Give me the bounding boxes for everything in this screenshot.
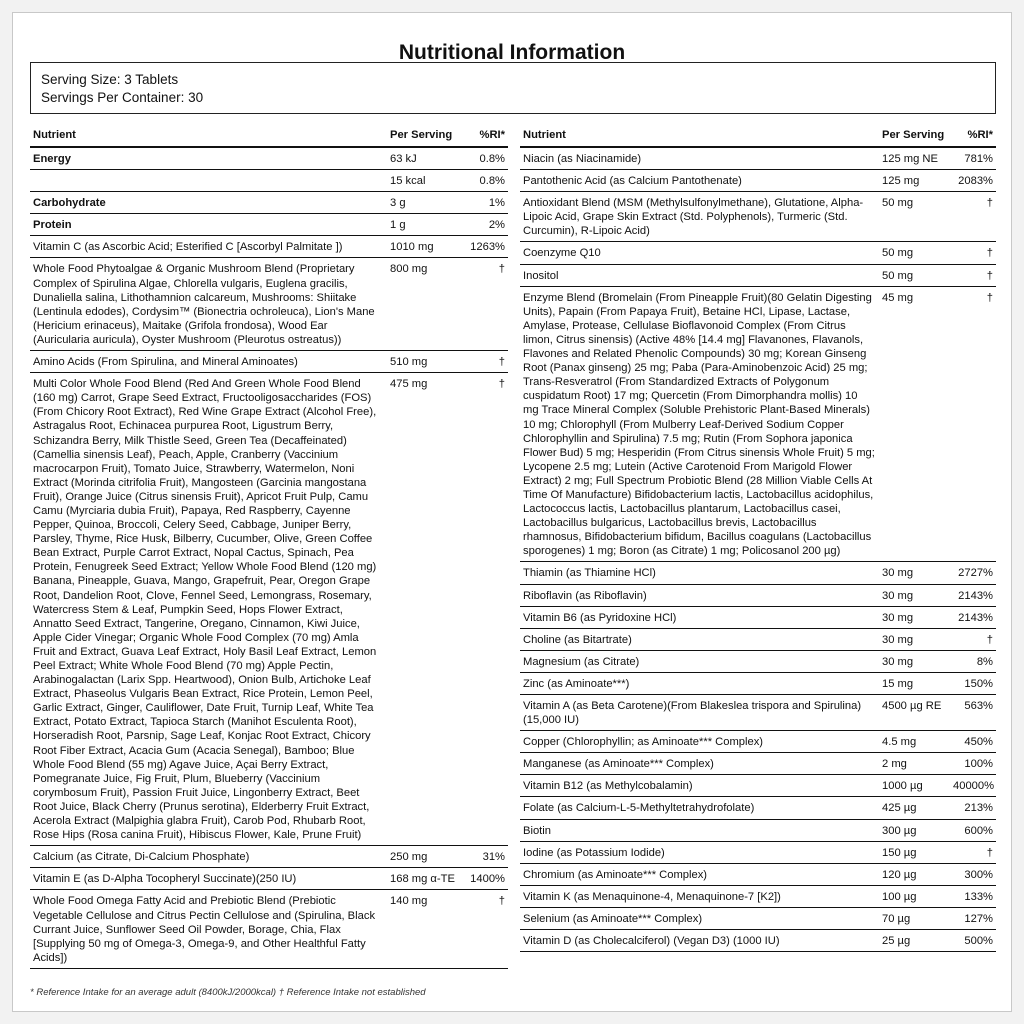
- nutrient-name: Vitamin C (as Ascorbic Acid; Esterified C [Ascorbyl Palmitate ]): [30, 236, 386, 258]
- nutrient-name: Inositol: [520, 264, 878, 286]
- ri-value: 500%: [950, 930, 996, 952]
- nutrient-name: Vitamin B12 (as Methylcobalamin): [520, 775, 878, 797]
- per-serving-value: 50 mg: [878, 264, 950, 286]
- per-serving-value: 168 mg α-TE: [386, 868, 460, 890]
- table-row: [520, 731, 996, 753]
- per-serving-value: 125 mg NE: [878, 147, 950, 170]
- ri-value: 100%: [950, 753, 996, 775]
- per-serving-value: 3 g: [386, 192, 460, 214]
- nutrient-name: [30, 170, 386, 192]
- ri-value: 1263%: [460, 236, 508, 258]
- table-row: [520, 192, 996, 242]
- nutrient-name: Protein: [30, 214, 386, 236]
- per-serving-value: 30 mg: [878, 606, 950, 628]
- table-row: [520, 606, 996, 628]
- ri-value: †: [950, 242, 996, 264]
- ri-value: 450%: [950, 731, 996, 753]
- nutrient-name: Copper (Chlorophyllin; as Aminoate*** Complex): [520, 731, 878, 753]
- ri-value: 2143%: [950, 584, 996, 606]
- table-header-row: [520, 124, 996, 147]
- serving-size: Serving Size: 3 Tablets: [41, 72, 179, 87]
- table-row: [520, 562, 996, 584]
- header-per-serving: Per Serving: [386, 124, 460, 147]
- nutrient-name: Vitamin K (as Menaquinone-4, Menaquinone-7 [K2]): [520, 885, 878, 907]
- per-serving-value: 125 mg: [878, 170, 950, 192]
- per-serving-value: 4.5 mg: [878, 731, 950, 753]
- table-row: [520, 841, 996, 863]
- ri-value: †: [950, 264, 996, 286]
- table-row: [520, 628, 996, 650]
- ri-value: 2143%: [950, 606, 996, 628]
- per-serving-value: 4500 µg RE: [878, 695, 950, 731]
- table-row: [520, 672, 996, 694]
- nutrient-name: Folate (as Calcium-L-5-Methyltetrahydrofolate): [520, 797, 878, 819]
- table-row: [30, 868, 508, 890]
- per-serving-value: 30 mg: [878, 562, 950, 584]
- table-row: [520, 819, 996, 841]
- ri-value: 300%: [950, 863, 996, 885]
- table-row: [520, 286, 996, 562]
- ri-value: 0.8%: [460, 147, 508, 170]
- table-row: [30, 258, 508, 351]
- ri-value: †: [950, 192, 996, 242]
- ri-value: 0.8%: [460, 170, 508, 192]
- ri-value: 133%: [950, 885, 996, 907]
- header-nutrient: Nutrient: [520, 124, 878, 147]
- nutrient-name: Vitamin B6 (as Pyridoxine HCl): [520, 606, 878, 628]
- ri-value: 1400%: [460, 868, 508, 890]
- table-row: [520, 863, 996, 885]
- ri-value: 40000%: [950, 775, 996, 797]
- per-serving-value: 30 mg: [878, 650, 950, 672]
- nutrient-name: Chromium (as Aminoate*** Complex): [520, 863, 878, 885]
- nutrient-name: Multi Color Whole Food Blend (Red And Green Whole Food Blend (160 mg) Carrot, Grape Seed Extract, Fructooligosaccharides (FOS) (From Chicory Root Extract), Red Wine Grape Extract (Alcohol Free), Astragalus Root, Echinacea purpurea Root, Ligustrum Berry, Schizandra Berry, Milk Thistle Seed, Green Tea (Decaffeinated) (Camellia sinensis Leaf), Peach, Apple, Cranberry (Vaccinium macrocarpon Fruit), Tomato Juice, Strawberry, Watermelon, Noni Extract (Morinda citrifolia Fruit), Mangosteen (Garcinia mangostana Fruit), Orange Juice (Citrus sinensis Fruit), Apricot Fruit Pulp, Camu Camu (Myrciaria dubia Fruit), Papaya, Red Raspberry, Cayenne Pepper, Quinoa, Broccoli, Celery Seed, Cabbage, Juniper Berry, Parsley, Thyme, Rice Husk, Bilberry, Cucumber, Olive, Green Coffee Bean Extract, Purple Carrot Extract, Nopal Cactus, Spinach, Pea Protein, Fenugreek Seed Extract; Yellow Whole Food Blend (120 mg) Banana, Pineapple, Guava, Mango, Grapefruit, Pear, Oregon Grape Root, Dandelion Root, Clove, Fennel Seed, Lemongrass, Rosemary, Watercress Stem & Leaf, Pumpkin Seed, Hops Flower Extract, Annatto Seed Extract, Tangerine, Oregano, Cinnamon, Kiwi Juice, Apple Cider Vinegar; Organic Whole Food Complex (70 mg) Amla Fruit and Extract, Guava Leaf Extract, Holy Basil Leaf Extract, Lemon Peel Extract; White Whole Food Blend (70 mg) Apple Pectin, Arabinogalactan (Larix Spp. Heartwood), Onion Bulb, Artichoke Leaf Extract, Phaseolus Vulgaris Bean Extract, Rice Protein, Lemon Peel, Garlic Extract, Ginger, Cauliflower, Date Fruit, Turnip Leaf, White Tea Extract, Potato Extract, Tapioca Starch (Manihot Esculenta Root), Horseradish Root, Parsnip, Sage Leaf, Konjac Root Extract, Chicory Root Fiber Extract, Acacia Gum (Acacia Senegal), Bamboo; Blue Whole Food Blend (55 mg) Agave Juice, Açai Berry Extract, Pomegranate Juice, Fig Fruit, Plum, Blueberry (Vaccinium corymbosum Fruit), Passion Fruit Juice, Lingonberry Extract, Beet Root Juice, Black Cherry (Prunus serotina), Elderberry Fruit Extract, Acerola Extract (Malpighia glabra Fruit), Carob Pod, Rhubarb Root, Rose Hips (Rosa canina Fruit), Hibiscus Flower, Kale, Prune Fruit): [30, 373, 386, 846]
- per-serving-value: 30 mg: [878, 628, 950, 650]
- per-serving-value: 120 µg: [878, 863, 950, 885]
- nutrient-name: Zinc (as Aminoate***): [520, 672, 878, 694]
- nutrient-name: Niacin (as Niacinamide): [520, 147, 878, 170]
- table-row: [520, 885, 996, 907]
- per-serving-value: 25 µg: [878, 930, 950, 952]
- per-serving-value: 1010 mg: [386, 236, 460, 258]
- nutrient-name: Iodine (as Potassium Iodide): [520, 841, 878, 863]
- ri-value: †: [460, 258, 508, 351]
- nutrient-name: Amino Acids (From Spirulina, and Mineral Aminoates): [30, 351, 386, 373]
- table-row: [520, 930, 996, 952]
- nutrient-name: Vitamin E (as D-Alpha Tocopheryl Succinate)(250 IU): [30, 868, 386, 890]
- table-row: [30, 236, 508, 258]
- table-row: [520, 170, 996, 192]
- per-serving-value: 800 mg: [386, 258, 460, 351]
- table-row: [30, 170, 508, 192]
- ri-value: †: [460, 373, 508, 846]
- nutrient-name: Thiamin (as Thiamine HCl): [520, 562, 878, 584]
- per-serving-value: 30 mg: [878, 584, 950, 606]
- ri-value: 213%: [950, 797, 996, 819]
- per-serving-value: 140 mg: [386, 890, 460, 968]
- nutrient-name: Biotin: [520, 819, 878, 841]
- page-title: Nutritional Information: [398, 41, 626, 64]
- nutrient-name: Pantothenic Acid (as Calcium Pantothenate): [520, 170, 878, 192]
- nutrient-name: Whole Food Omega Fatty Acid and Prebiotic Blend (Prebiotic Vegetable Cellulose and Citrus Pectin Cellulose and (Spirulina, Black Currant Juice, Sunflower Seed Oil Powder, Borage, Chia, Flax [Supplying 50 mg of Omega-3, Omega-9, and Other Healthful Fatty Acids]): [30, 890, 386, 968]
- per-serving-value: 50 mg: [878, 192, 950, 242]
- per-serving-value: 250 mg: [386, 846, 460, 868]
- per-serving-value: 2 mg: [878, 753, 950, 775]
- servings-per-container: Servings Per Container: 30: [41, 90, 204, 105]
- nutrient-name: Coenzyme Q10: [520, 242, 878, 264]
- table-row: [30, 351, 508, 373]
- ri-value: 600%: [950, 819, 996, 841]
- nutrient-name: Carbohydrate: [30, 192, 386, 214]
- ri-value: †: [460, 890, 508, 968]
- per-serving-value: 15 kcal: [386, 170, 460, 192]
- ri-value: 2%: [460, 214, 508, 236]
- nutrition-panel: [12, 12, 1012, 1012]
- per-serving-value: 45 mg: [878, 286, 950, 562]
- ri-value: 563%: [950, 695, 996, 731]
- table-header-row: [30, 124, 508, 147]
- nutrient-name: Riboflavin (as Riboflavin): [520, 584, 878, 606]
- nutrient-name: Manganese (as Aminoate*** Complex): [520, 753, 878, 775]
- table-row: [30, 846, 508, 868]
- header-ri: %RI*: [950, 124, 996, 147]
- per-serving-value: 70 µg: [878, 907, 950, 929]
- ri-value: †: [950, 628, 996, 650]
- serving-box: [30, 62, 996, 114]
- table-row: [520, 753, 996, 775]
- ri-value: †: [460, 351, 508, 373]
- table-row: [520, 147, 996, 170]
- footnote: * Reference Intake for an average adult (8400kJ/2000kcal) † Reference Intake not established: [30, 987, 426, 998]
- ri-value: 150%: [950, 672, 996, 694]
- nutrient-name: Vitamin D (as Cholecalciferol) (Vegan D3) (1000 IU): [520, 930, 878, 952]
- nutrient-table-left: [30, 124, 508, 969]
- header-ri: %RI*: [460, 124, 508, 147]
- nutrient-name: Whole Food Phytoalgae & Organic Mushroom Blend (Proprietary Complex of Spirulina Algae, Chlorella vulgaris, Euglena gracilis, Dunaliella salina, Lithothamnion calcareum, Mushrooms: Shiitake (Lentinula edodes), Cordysim™ (Bionectria ochroleuca), Lion's Mane (Hericium erinaceus), Maitake (Grifola frondosa), Wood Ear (Auricularia auricula), Oyster Mushroom (Pleurotus ostreatus)): [30, 258, 386, 351]
- table-row: [520, 695, 996, 731]
- table-row: [520, 775, 996, 797]
- per-serving-value: 63 kJ: [386, 147, 460, 170]
- table-row: [520, 264, 996, 286]
- header-nutrient: Nutrient: [30, 124, 386, 147]
- ri-value: 127%: [950, 907, 996, 929]
- table-row: [30, 890, 508, 968]
- ri-value: †: [950, 841, 996, 863]
- ri-value: 8%: [950, 650, 996, 672]
- nutrient-name: Selenium (as Aminoate*** Complex): [520, 907, 878, 929]
- table-row: [520, 584, 996, 606]
- ri-value: 31%: [460, 846, 508, 868]
- ri-value: 2727%: [950, 562, 996, 584]
- per-serving-value: 1000 µg: [878, 775, 950, 797]
- nutrient-table-right: [520, 124, 996, 952]
- per-serving-value: 50 mg: [878, 242, 950, 264]
- per-serving-value: 300 µg: [878, 819, 950, 841]
- nutrient-name: Magnesium (as Citrate): [520, 650, 878, 672]
- nutrient-name: Calcium (as Citrate, Di-Calcium Phosphate): [30, 846, 386, 868]
- nutrient-name: Energy: [30, 147, 386, 170]
- nutrient-name: Enzyme Blend (Bromelain (From Pineapple Fruit)(80 Gelatin Digesting Units), Papain (From Papaya Fruit), Betaine HCl, Lipase, Lactase, Amylase, Protease, Cellulase Bioflavonoid Complex (From Citrus limon, Citrus sinensis) (Active 48% [14.4 mg] Flavanones, Flavanols, Flavones and Related Phenolic Compounds) 30 mg; Korean Ginseng Root (Panax ginseng) 25 mg; Paba (Para-Aminobenzoic Acid) 25 mg; Trans-Resveratrol (From Standardized Extracts of Polygonum cuspidatum Root) 17 mg; Quercetin (From Dimorphandra mollis) 10 mg Trace Mineral Complex (Soluble Prehistoric Plant-Based Minerals) 10 mg; Chlorophyll (From Mulberry Leaf-Derived Sodium Copper Chlorophyllin and Spirulina) 7.5 mg; Rutin (From Sophora japonica Flower Bud) 5 mg; Hesperidin (From Citrus sinensis Whole Fruit) 5 mg; Lycopene 2.5 mg; Lutein (Active Carotenoid From Marigold Flower Extract) 2 mg; Full Spectrum Probiotic Blend (28 Million Viable Cells At Time Of Manufacture) Bifidobacterium lactis, Lactobacillus acidophilus, Lactococcus lactis, Lactobacillus plantarum, Lactobacillus casei, Lactobacillus bulgaricus, Lactobacillus brevis, Lactobacillus rhamnosus, Bifidobacterium bifidum, Bacillus coagulans (Lactobacillus sporogenes) 1 mg; Boron (as Citrate) 1 mg; Policosanol 200 µg): [520, 286, 878, 562]
- per-serving-value: 15 mg: [878, 672, 950, 694]
- table-row: [520, 907, 996, 929]
- table-row: [520, 650, 996, 672]
- table-row: [30, 214, 508, 236]
- per-serving-value: 100 µg: [878, 885, 950, 907]
- table-row: [30, 192, 508, 214]
- per-serving-value: 510 mg: [386, 351, 460, 373]
- ri-value: 781%: [950, 147, 996, 170]
- ri-value: 1%: [460, 192, 508, 214]
- ri-value: 2083%: [950, 170, 996, 192]
- table-row: [30, 373, 508, 846]
- per-serving-value: 475 mg: [386, 373, 460, 846]
- nutrient-name: Antioxidant Blend (MSM (Methylsulfonylmethane), Glutatione, Alpha-Lipoic Acid, Grape Skin Extract (Std. Polyphenols), Turmeric (Std. Curcumin), R-Lipoic Acid): [520, 192, 878, 242]
- table-row: [30, 147, 508, 170]
- ri-value: †: [950, 286, 996, 562]
- table-row: [520, 797, 996, 819]
- nutrient-name: Vitamin A (as Beta Carotene)(From Blakeslea trispora and Spirulina) (15,000 IU): [520, 695, 878, 731]
- per-serving-value: 150 µg: [878, 841, 950, 863]
- per-serving-value: 1 g: [386, 214, 460, 236]
- table-row: [520, 242, 996, 264]
- nutrient-name: Choline (as Bitartrate): [520, 628, 878, 650]
- header-per-serving: Per Serving: [878, 124, 950, 147]
- per-serving-value: 425 µg: [878, 797, 950, 819]
